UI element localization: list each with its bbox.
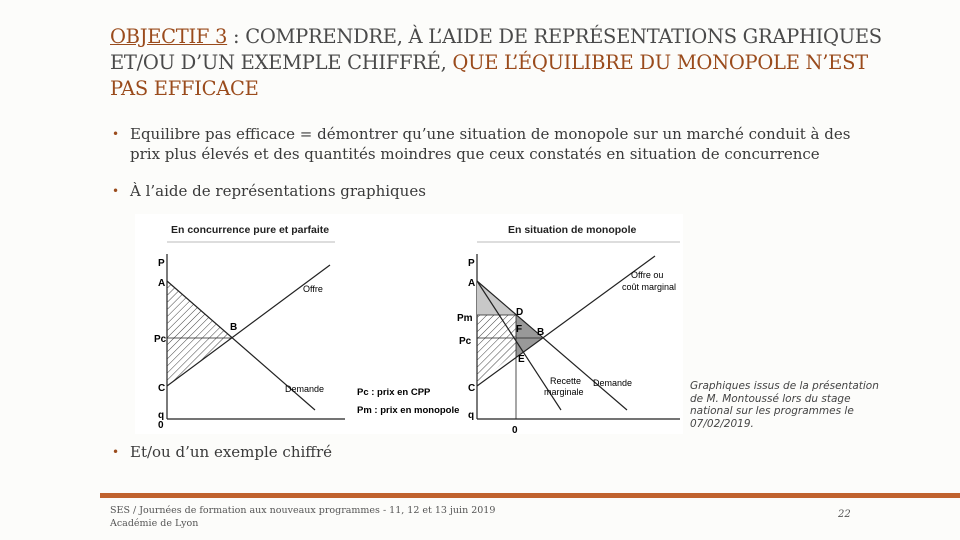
right-label-pc: Pc [459, 336, 472, 347]
right-label-f: F [516, 324, 523, 335]
right-label-recette2: marginale [544, 387, 584, 397]
right-label-e: E [518, 354, 525, 365]
right-label-d: D [516, 307, 524, 318]
right-label-offre: Offre ou [631, 270, 664, 280]
left-label-pc: Pc [154, 334, 167, 345]
left-label-offre: Offre [303, 284, 323, 294]
right-label-q: q [468, 410, 475, 421]
title-main: : COMPRENDRE, À L’AIDE DE REPRÉSENTATIONS GRAPHIQUES ET/OU D’UN EXEMPLE CHIFFRÉ, [110, 25, 882, 74]
legend-pm: Pm : prix en monopole [357, 405, 460, 416]
right-graph-title: En situation de monopole [508, 224, 637, 236]
right-label-a: A [468, 278, 476, 289]
right-label-recette: Recette [550, 376, 582, 386]
figure-caption: Graphiques issus de la présentation de M. Montoussé lors du stage national sur les programmes le 07/02/2019. [690, 380, 879, 430]
right-label-b: B [537, 327, 545, 338]
left-label-c: C [158, 383, 166, 394]
left-label-p: P [158, 258, 165, 269]
left-label-a: A [158, 278, 166, 289]
legend-pc: Pc : prix en CPP [357, 387, 431, 398]
bullet-dot: • [112, 445, 120, 459]
page-title [110, 24, 890, 102]
left-label-zero: 0 [158, 420, 164, 431]
footer-line: Académie de Lyon [110, 518, 199, 529]
bullet-item [112, 181, 872, 201]
bullet-text: Equilibre pas efficace = démontrer qu’une situation de monopole sur un marché conduit à des prix plus élevés et des quantités moindres que ceux constatés en situation de concurrence [130, 125, 851, 163]
graph-figure [135, 214, 683, 434]
footer [110, 504, 495, 530]
bullet-text: Et/ou d’un exemple chiffré [130, 443, 332, 461]
footer-accent-bar [100, 493, 960, 498]
right-label-demande: Demande [593, 378, 633, 388]
bullet-item [112, 442, 872, 462]
left-label-b: B [230, 322, 238, 333]
footer-line: SES / Journées de formation aux nouveaux programmes - 11, 12 et 13 juin 2019 [110, 505, 496, 516]
page-number: 22 [838, 509, 851, 520]
right-label-c: C [468, 383, 476, 394]
right-label-zero: 0 [512, 425, 518, 434]
left-graph-title: En concurrence pure et parfaite [171, 224, 330, 236]
title-accent: QUE L’ÉQUILIBRE DU MONOPOLE N’EST PAS EFFICACE [110, 51, 868, 100]
bullet-dot: • [112, 184, 120, 198]
right-label-offre2: coût marginal [622, 282, 677, 292]
bullet-text: À l’aide de représentations graphiques [130, 182, 426, 200]
graph-svg [135, 214, 683, 434]
bullet-dot: • [112, 127, 120, 141]
left-label-demande: Demande [285, 384, 325, 394]
bullet-item [112, 124, 872, 164]
left-label-q: q [158, 410, 165, 421]
right-label-pm: Pm [457, 313, 473, 324]
right-label-p: P [468, 258, 475, 269]
title-objective: OBJECTIF 3 [110, 25, 228, 48]
right-producer-surplus [477, 315, 516, 386]
